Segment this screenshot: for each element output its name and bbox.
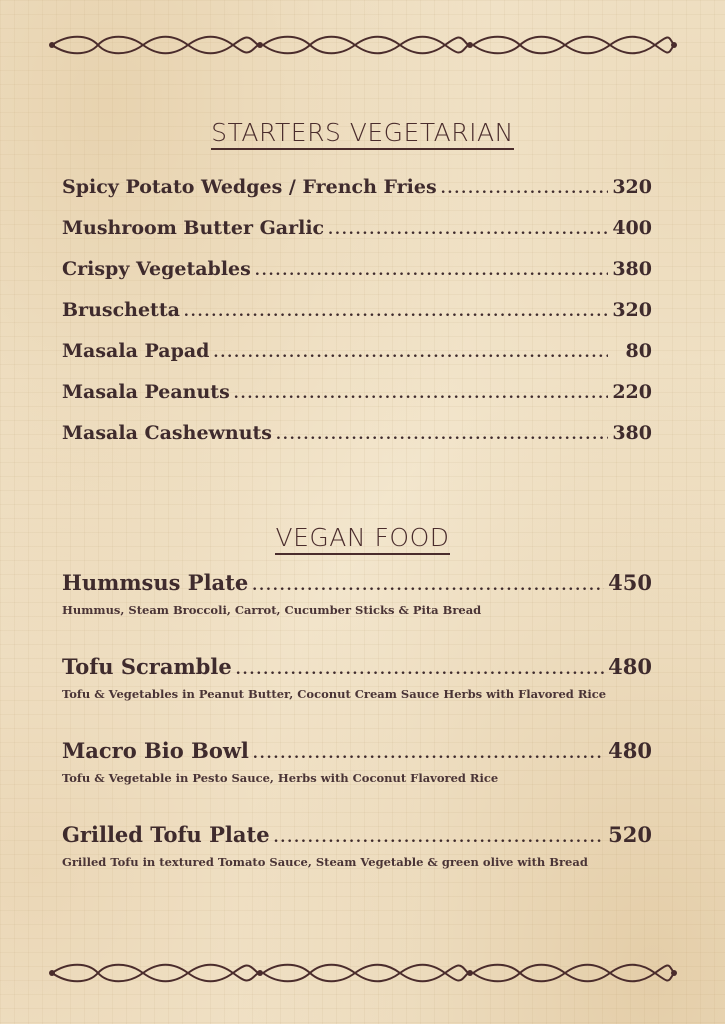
section-title-starters: STARTERS VEGETARIAN (0, 118, 725, 147)
item-description: Hummus, Steam Broccoli, Carrot, Cucumber Sticks & Pita Bread (62, 603, 482, 617)
item-price: 480 (608, 738, 652, 763)
menu-item (62, 738, 652, 822)
item-name: Mushroom Butter Garlic (62, 217, 325, 239)
menu-item (62, 822, 652, 906)
item-description: Tofu & Vegetables in Peanut Butter, Coconut Cream Sauce Herbs with Flavored Rice (62, 687, 607, 701)
menu-item (62, 654, 652, 738)
menu-item (62, 176, 652, 217)
menu-item (62, 258, 652, 299)
menu-item (62, 422, 652, 463)
item-price: 450 (608, 570, 652, 595)
item-name: Grilled Tofu Plate (62, 822, 270, 847)
bottom-scroll-ornament-icon (48, 960, 678, 986)
item-name: Masala Papad (62, 340, 210, 362)
item-price: 520 (608, 822, 652, 847)
item-price: 400 (612, 217, 652, 239)
item-price: 320 (612, 176, 652, 198)
item-description: Grilled Tofu in textured Tomato Sauce, Steam Vegetable & green olive with Bread (62, 855, 588, 869)
item-name: Hummsus Plate (62, 570, 249, 595)
item-name: Tofu Scramble (62, 654, 232, 679)
vegan-menu-list (62, 570, 652, 906)
menu-item (62, 217, 652, 258)
top-scroll-ornament-icon (48, 32, 678, 58)
item-name: Spicy Potato Wedges / French Fries (62, 176, 437, 198)
item-name: Bruschetta (62, 299, 180, 321)
item-name: Crispy Vegetables (62, 258, 251, 280)
section-title-vegan: VEGAN FOOD (0, 523, 725, 552)
item-price: 80 (625, 340, 652, 362)
menu-item (62, 299, 652, 340)
item-price: 320 (612, 299, 652, 321)
item-name: Macro Bio Bowl (62, 738, 249, 763)
menu-item (62, 340, 652, 381)
menu-item (62, 381, 652, 422)
item-price: 380 (612, 422, 652, 444)
menu-item (62, 570, 652, 654)
item-description: Tofu & Vegetable in Pesto Sauce, Herbs with Coconut Flavored Rice (62, 771, 499, 785)
item-price: 480 (608, 654, 652, 679)
item-price: 220 (612, 381, 652, 403)
starters-menu-list (62, 176, 652, 463)
item-price: 380 (612, 258, 652, 280)
item-name: Masala Cashewnuts (62, 422, 272, 444)
item-name: Masala Peanuts (62, 381, 230, 403)
